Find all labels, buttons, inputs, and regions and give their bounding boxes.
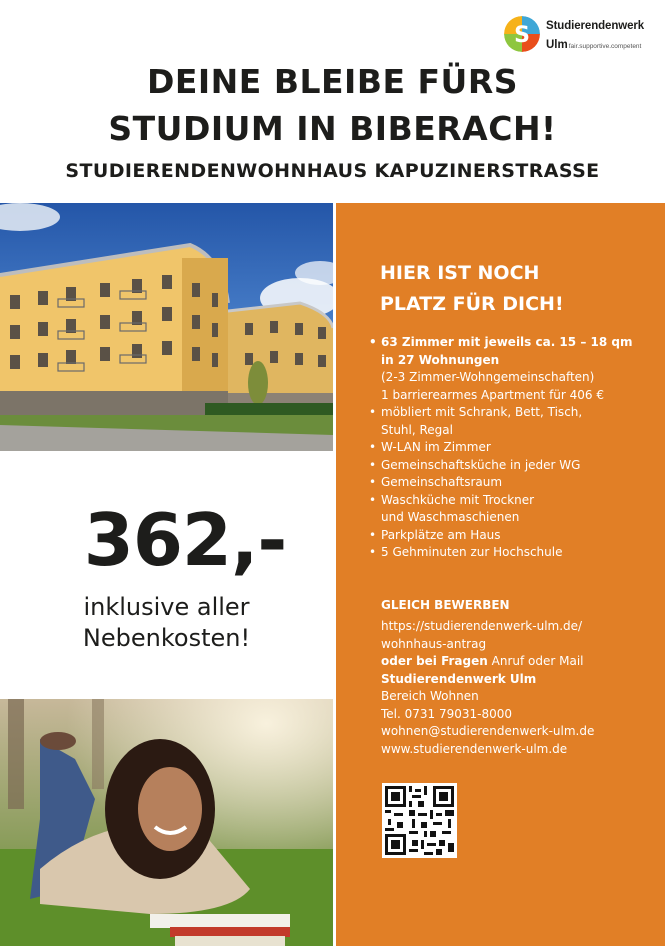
feature-common-room: • Gemeinschaftsraum [365,474,661,492]
feature-list [365,334,661,562]
subheadline: STUDIERENDENWOHNHAUS KAPUZINERSTRASSE [65,160,600,182]
price-amount: 362,- [83,498,287,582]
questions-bold: oder bei Fragen [381,654,488,668]
logo-tagline: fair.supportive.competent [568,43,642,50]
email-link[interactable]: wohnen@studierendenwerk-ulm.de [381,724,595,738]
price-note [0,592,333,654]
panel-title-line-1: HIER IST NOCH [380,262,540,284]
apply-url-line-2[interactable]: wohnhaus-antrag [381,636,487,651]
department: Bereich Wohnen [381,689,479,703]
feature-distance: • 5 Gehminuten zur Hochschule [365,544,661,562]
building-photo [0,203,333,451]
feature-laundry-cont: und Waschmaschienen [381,510,520,524]
studierendenwerk-logo [504,14,654,54]
feature-laundry: • Waschküche mit Trockner [365,492,661,510]
questions-line [381,653,661,671]
panel-title [380,258,564,320]
headline-line-2: STUDIUM IN BIBERACH! [108,109,557,148]
feature-accessible-apartment: 1 barrierearmes Apartment für 406 € [381,387,605,402]
org-name-text: Studierendenwerk Ulm [381,671,537,686]
price-note-line-2: Nebenkosten! [82,624,251,652]
logo-name: Studierendenwerk [546,20,645,32]
info-panel [336,203,665,946]
student-photo [0,699,333,946]
feature-rooms-cont: in 27 Wohnungen [381,352,500,367]
feature-furnished: • möbliert mit Schrank, Bett, Tisch, [365,404,661,422]
logo-subline [546,35,641,53]
panel-title-line-2: PLATZ FÜR DICH! [380,293,564,315]
qr-code-icon[interactable] [382,783,457,858]
apply-url-line-1[interactable]: https://studierendenwerk-ulm.de/ [381,619,583,633]
feature-rooms: • 63 Zimmer mit jeweils ca. 15 – 18 qm [365,334,661,352]
feature-shared-flats: (2-3 Zimmer-Wohngemeinschaften) [381,370,595,384]
org-name [381,671,661,689]
phone[interactable]: Tel. 0731 79031-8000 [381,706,513,721]
headline-line-1: DEINE BLEIBE FÜRS [146,62,519,101]
website-link[interactable]: www.studierendenwerk-ulm.de [381,741,568,756]
headline [0,58,665,152]
logo-city: Ulm [546,39,568,51]
apply-contact [381,618,661,758]
questions-rest: Anruf oder Mail [487,654,584,668]
apply-title: GLEICH BEWERBEN [381,598,510,612]
logo-mark-icon [504,16,540,52]
feature-wlan: • W-LAN im Zimmer [365,439,661,457]
feature-kitchen: • Gemeinschaftsküche in jeder WG [365,457,661,475]
feature-parking: • Parkplätze am Haus [365,527,661,545]
feature-furnished-cont: Stuhl, Regal [381,422,453,437]
price-note-line-1: inklusive aller [83,593,250,621]
svg-text:S: S [514,23,530,48]
